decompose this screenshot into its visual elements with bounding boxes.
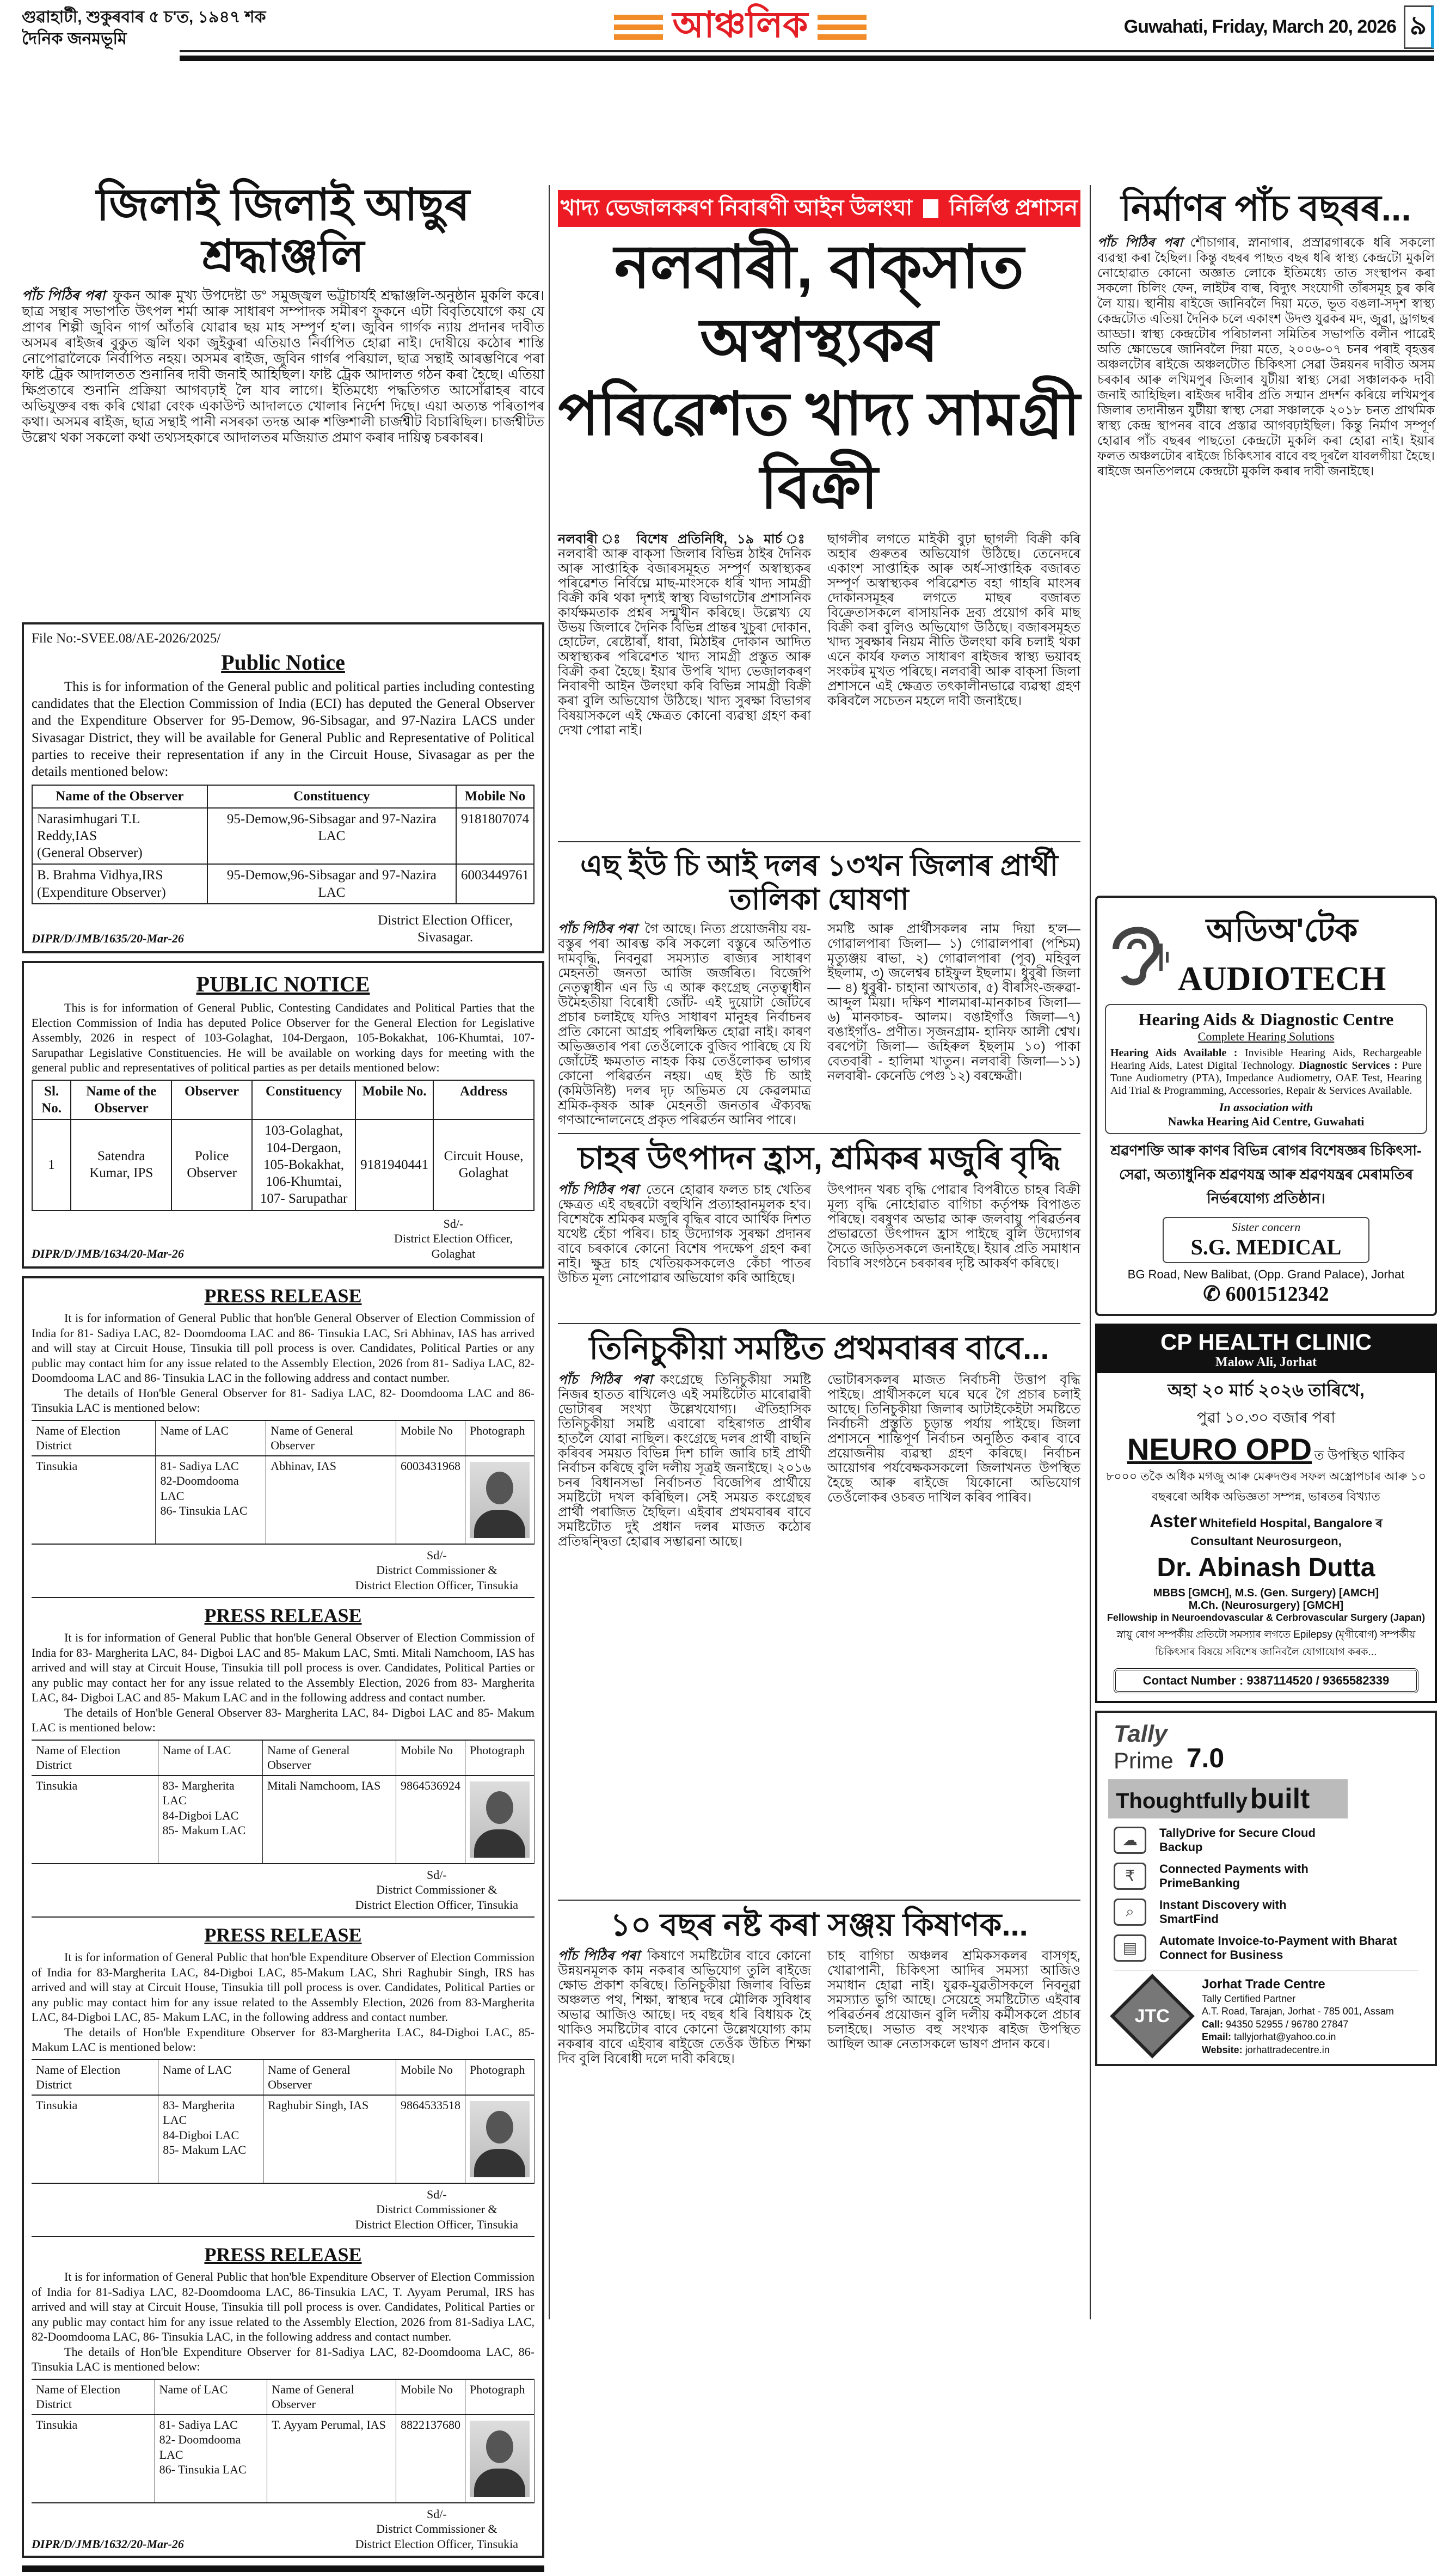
brand-assamese: অডিঅ'টেক	[1206, 911, 1358, 948]
district: Tinsukia	[32, 1775, 158, 1864]
col-header: Mobile No	[396, 2060, 465, 2095]
address: Circuit House, Golaghat	[433, 1119, 534, 1210]
press-release-body: It is for information of General Public that hon'ble Expenditure Observer of Election Commission of India for 81-Sadiya LAC, 82-Doomdooma LAC, 86-Tinsukia LAC, T. Ayyam Perumal, IRS has arrived and will stay at Circuit House, Tinsukia till poll process is over. Candidates, Political Parties or any public may contact him for any issue related to the Assembly Election, 2026 from 81-Sadiya LAC, 82-Doomdooma LAC, 86- Tinsukia LAC, in the following address and contact number.	[32, 2270, 535, 2344]
press-release	[32, 1923, 535, 2237]
logo-stripes	[818, 15, 867, 40]
degree: M.Ch. (Neurosurgery) [GMCH]	[1188, 1599, 1344, 1612]
col-header: Mobile No.	[355, 1080, 433, 1120]
jtc-logo	[1110, 1974, 1195, 2059]
invoice-rupee-icon: ▤	[1114, 1934, 1146, 1962]
story-divider	[558, 1900, 1080, 1901]
association: In association with	[1219, 1100, 1313, 1114]
mobile: 9864533518	[396, 2095, 465, 2183]
dealer-tag: Tally Certified Partner	[1202, 1993, 1296, 2005]
lac-item: 85- Makum LAC	[163, 2143, 247, 2157]
constituency: 103-Golaghat, 104-Dergaon, 105-Bokakhat, 106-Khumtai, 107- Sarupathar	[252, 1119, 355, 1210]
serial: 1	[32, 1119, 71, 1210]
article-kicker: পাঁচ পিঠিৰ পৰা	[558, 1949, 640, 1964]
story-body	[558, 1373, 1080, 1895]
observer-name: B. Brahma Vidhya,IRS	[37, 868, 163, 883]
story-divider	[558, 841, 1080, 842]
story-col1	[558, 1183, 811, 1319]
col-header: Name of LAC	[156, 1420, 266, 1456]
story-divider	[558, 1323, 1080, 1324]
lac-item: 83- Margherita LAC	[162, 1778, 235, 1808]
paper-name: দৈনিক জনমভূমি	[22, 29, 131, 49]
public-notice-golaghat	[22, 961, 544, 1269]
photo-cell	[465, 2415, 534, 2503]
col-header: Name of General Observer	[262, 1740, 396, 1775]
press-release-footer	[32, 1548, 535, 1593]
signature-title: District Election Officer,	[394, 1232, 513, 1246]
phone: 6001512342	[1225, 1282, 1329, 1306]
sister-name: S.G. MEDICAL	[1190, 1234, 1342, 1259]
article-body: গৈ আছে। নিত্য প্ৰয়োজনীয় বয়-বস্তুৰ পৰা আৰম্ভ কৰি সকলো বস্তুৰে অতিপাত দামবৃদ্ধি, নিবনুৱা সমস্যাত ৰাজ্যৰ সাধাৰণ মেহনতী জনতা আজি জৰ্জৰিত। বিজেপি নেতৃত্বাধীন এন ডি এ আৰু কংগ্ৰেছ নেতৃত্বাধীন উমৈহতীয়া বিৰোধী জোঁট- এই দুয়োটা জোঁটৰে প্ৰচাৰ চলাইছে যদিও সাধাৰণ মানুহৰ নিৰ্বাচনৰ প্ৰতি কোনো আগ্ৰহ পৰিলক্ষিত হোৱা নাই। কাৰণ অভিজ্ঞতাৰ পৰা তেওঁলোকে বুজিব পাৰিছে যে যি জোঁটেই ক্ষমতাত নাহক কিয় তেওঁলোকৰ ভাগ্যৰ কোনো পৰিৱৰ্তন নহয়। এছ ইউ চি আই (কমিউনিষ্ট) দলৰ দৃঢ় অভিমত যে কেৱলমাত্ৰ শ্ৰমিক-কৃষক আৰু মেহনতী জনতাৰ ঐক্যবদ্ধ গণআন্দোলনেহে প্ৰকৃত পৰিৱৰ্তন আনিব পাৰে।	[558, 922, 811, 1128]
story-col1	[558, 922, 811, 1129]
col-header: Photograph	[465, 1420, 534, 1456]
info: স্নায়ু ৰোগ সম্পৰ্কীয় প্ৰতিটো সমস্যাৰ লগতে Epilepsy (মৃগীৰোগ) সম্পৰ্কীয় চিকিৎসাৰ বিষয়ে সবিশেষ জানিবলৈ যোগাযোগ কৰক...	[1116, 1628, 1416, 1658]
col-header: Mobile No	[396, 1740, 465, 1775]
feature-list	[1114, 1826, 1418, 1962]
diag-text: Pure Tone Audiometry (PTA), Impedance Audiometry, OAE Test, Hearing Aid Trial & Programming, Accessories, Repair & Services Available.	[1110, 1059, 1422, 1097]
header-row	[32, 1420, 535, 1456]
signature-place: District Election Officer, Tinsukia	[355, 1897, 518, 1912]
observer-name: Satendra Kumar, IPS	[71, 1119, 171, 1210]
left-headline: জিলাই জিলাই আছুৰ শ্ৰদ্ধাঞ্জলি	[96, 180, 470, 281]
press-release	[32, 1603, 535, 1918]
time-line: পুৱা ১০.৩০ বজাৰ পৰা	[1196, 1409, 1336, 1426]
dealer-phone: 94350 52955 / 96780 27847	[1226, 2018, 1349, 2030]
signature-title: District Election Officer,	[378, 913, 513, 928]
opd-label: NEURO OPD	[1127, 1431, 1312, 1466]
col-header: Name of General Observer	[263, 2060, 396, 2095]
lead-article	[558, 532, 1080, 837]
signature-title: District Commissioner &	[376, 1883, 497, 1897]
article-kicker: পাঁচ পিঠিৰ পৰা	[558, 1372, 653, 1387]
press-release-details: The details of Hon'ble Expenditure Observer for 83-Margherita LAC, 84-Digboi LAC, 85-Makum LAC is mentioned below:	[32, 2025, 535, 2054]
lac-item: 82-Doomdooma LAC	[160, 1474, 239, 1503]
article-kicker: পাঁচ পিঠিৰ পৰা	[1097, 235, 1183, 249]
press-release-title: PRESS RELEASE	[204, 1285, 362, 1307]
lead-headline-line: পৰিৱেশত খাদ্য সামগ্ৰী বিক্ৰী	[558, 381, 1080, 521]
dipr-ref: DIPR/D/JMB/1632/20-Mar-26	[32, 2537, 184, 2551]
signature-title: District Commissioner &	[376, 1563, 497, 1577]
notice-body: This is for information of General Public, Contesting Candidates and Political Parties that the Election Commission of India has deputed Police Observer for the General Election for Legislative Assembly, 2026 in respect of 103-Golaghat, 104-Dergaon, 105-Bokakhat, 106-Khumtai, 107- Sarupathar Legislative Constituencies. He will be available on working days for meeting with the general public and representatives of political parties as per details mentioned below:	[32, 1001, 535, 1075]
tally-version: 7.0	[1186, 1742, 1225, 1773]
feature-item	[1114, 1862, 1418, 1890]
column-divider	[1090, 185, 1091, 2319]
signature-title: District Commissioner &	[376, 2522, 497, 2536]
sister-label: Sister concern	[1231, 1220, 1301, 1234]
dealer-name: Jorhat Trade Centre	[1202, 1976, 1325, 1992]
observer-photo	[470, 2101, 530, 2177]
kicker-left: খাদ্য ভেজালকৰণ নিবাৰণী আইন উলংঘা	[561, 195, 913, 220]
article-body: ফুকন আৰু মুখ্য উপদেষ্টা ড° সমুজ্জ্বল ভট্টাচাৰ্যই শ্ৰদ্ধাঞ্জলি-অনুষ্ঠান মুকলি কৰে। ছাত্ৰ সন্থাৰ সভাপতি উৎপল শৰ্মা আৰু সাধাৰণ সম্পাদক সমীৰণ ফুকনে এটা বিবৃতিযোগে কয় যে প্ৰাণৰ শিল্পী জুবিন গাৰ্গ আঁতৰি যোৱাৰ ছয় মাহ সম্পূৰ্ণ হ'ল। জুবিন গাৰ্গক ন্যায় প্ৰদানৰ দাবীত অসমৰ ৰাইজৰ বুকুত জ্বলি থকা জুইকুৰা এতিয়াও নিৰ্বাপিত হোৱা নাই। দোষীয়ে কঠোৰ শাস্তি নোপোৱালৈকে নিৰ্বাপিত নহয়। অসমৰ ৰাইজ, জুবিন গাৰ্গৰ পৰিয়াল, ছাত্ৰ সন্থাই আৰম্ভণিৰে পৰা ফাষ্ট ট্ৰেক আদালতত শুনানিৰ দাবী জনাই আহিছিল। ফাষ্ট ট্ৰেক আদালত গঠন কৰা হৈছে। এতিয়া ক্ষিপ্ৰতাৰে শুনানি প্ৰক্ৰিয়া আগবঢ়াই লৈ যাব লাগে। ইতিমধ্যে পদ্ধতিগত আসোঁৱাহৰ বাবে অভিযুক্তৰ বন্ধ কৰি থোৱা বেংক একাউণ্ট আদালতে খোলাৰ নিৰ্দেশ দিছে। এয়া অত্যন্ত পৰিতাপৰ কথা। অসমৰ ৰাইজ, ছাত্ৰ সন্থাই পানী নসৰকা তদন্ত আৰু শক্তিশালী চাৰ্জশ্বীট বিচাৰিছিল। চাৰ্জশ্বীটত উল্লেখ থকা সকলো কথা তথ্যসহকাৰে আদালতৰ মজিয়াত প্ৰমাণ কৰাৰ দায়িত্ব চৰকাৰৰ।	[22, 287, 544, 445]
date-line: অহা ২০ মাৰ্চ ২০২৬ তাৰিখে,	[1168, 1380, 1365, 1400]
article-kicker: পাঁচ পিঠিৰ পৰা	[22, 287, 106, 303]
press-release-body: It is for information of General Public that hon'ble Expenditure Observer of Election Commission of India for 83-Margherita LAC, 84-Digboi LAC, 85-Makum LAC, Shri Raghubir Singh, IRS has arrived and will stay at Circuit House, Tinsukia till poll process is over. Candidates, Political Parties or any public may contact him for any issue related to the Assembly Election, 2026 from 83-Margherita LAC, 84-Digboi LAC, 85- Makum LAC, in the following address and contact number.	[32, 1950, 535, 2024]
signature	[355, 1548, 535, 1593]
feature-text: Automate Invoice-to-Payment with Bharat Connect for Business	[1159, 1933, 1397, 1962]
signature-place: Sivasagar.	[417, 930, 474, 945]
dateline: নলবাৰী ঃ বিশেষ প্ৰতিনিধি, ১৯ মাৰ্চ ঃ	[558, 532, 811, 547]
press-release-details: The details of Hon'ble Expenditure Observer for 81-Sadiya LAC, 82-Doomdooma LAC, 86-Tinsukia LAC is mentioned below:	[32, 2344, 535, 2374]
notice-body: This is for information of the General public and political parties including contesting candidates that the Election Commission of India (ECI) has deputed the General Observer and the Expenditure Observer for 95-Demow, 96-Sibsagar, and 97-Nazira LACS under Sivasagar District, they will be available for General Public and Representative of Political parties to receive their representation if any in the Circuit House, Sivasagar as per the details mentioned below:	[32, 679, 535, 780]
sd: Sd/-	[426, 2507, 447, 2521]
observer-photo	[470, 2421, 530, 2497]
cloud-upload-icon: ☁	[1114, 1827, 1146, 1854]
signature-place: District Election Officer, Tinsukia	[355, 2217, 518, 2231]
fellowship: Fellowship in Neuroendovascular & Cerbrovascular Surgery (Japan)	[1107, 1612, 1426, 1623]
lead-article-col1	[558, 532, 811, 837]
table-row	[32, 1456, 535, 1544]
sd: Sd/-	[426, 1548, 447, 1562]
sd: Sd/-	[426, 2187, 447, 2201]
designation: Consultant Neurosurgeon,	[1190, 1534, 1342, 1548]
observer-name: Raghubir Singh, IAS	[263, 2095, 396, 2183]
col-header: Mobile No	[396, 1420, 465, 1456]
lac-list	[158, 2095, 263, 2183]
sd: Sd/-	[443, 1216, 464, 1230]
assamese-text: শ্ৰৱণশক্তি আৰু কাণৰ বিভিন্ন ৰোগৰ বিশেষজ্ঞৰ চিকিৎসা-সেৱা, অত্যাধুনিক শ্ৰৱণযন্ত্ৰ আৰু শ্ৰৱণযন্ত্ৰৰ মেৰামতিৰ নিৰ্ভৰযোগ্য প্ৰতিষ্ঠান।	[1110, 1142, 1422, 1207]
observer-name: Abhinav, IAS	[266, 1456, 396, 1544]
story-body	[558, 1183, 1080, 1319]
table-row	[32, 1775, 535, 1864]
mobile: 6003431968	[396, 1456, 465, 1544]
dealer-website[interactable]: jorhattradecentre.in	[1245, 2044, 1330, 2055]
col-header: Sl. No.	[32, 1080, 71, 1120]
date-assamese: গুৱাহাটী, শুকুৰবাৰ ৫ চ'ত, ১৯৪৭ শক	[22, 8, 266, 26]
right-article	[1095, 235, 1437, 888]
tally-brand: Tally	[1114, 1720, 1168, 1747]
kicker-right: নিৰ্লিপ্ত প্ৰশাসন	[949, 195, 1078, 220]
label: Call:	[1202, 2018, 1224, 2030]
col-header: Constituency	[207, 785, 456, 807]
signature-title: District Commissioner &	[376, 2202, 497, 2216]
lac-item: 85- Makum LAC	[162, 1823, 246, 1838]
notice-title: PUBLIC NOTICE	[196, 972, 370, 997]
press-release-title: PRESS RELEASE	[204, 1605, 362, 1627]
lac-item: 81- Sadiya LAC	[160, 1459, 239, 1473]
photo-cell	[465, 1775, 534, 1864]
ad-tagline: Complete Hearing Solutions	[1197, 1029, 1335, 1043]
press-releases-tinsukia	[22, 1276, 544, 2558]
header-rule	[180, 50, 1434, 52]
lac-item: 81- Sadiya LAC	[159, 2417, 238, 2432]
col-header: Name of the Observer	[71, 1080, 171, 1120]
story-headline: ১০ বছৰ নষ্ট কৰা সঞ্জয় কিষাণক...	[610, 1907, 1028, 1943]
page-number: ৯	[1404, 5, 1434, 49]
press-release-details: The details of Hon'ble General Observer for 81- Sadiya LAC, 82- Doomdooma LAC and 86- Tinsukia LAC is mentioned below:	[32, 1386, 535, 1415]
mobile: 9864536924	[396, 1775, 465, 1864]
jtc-logo-text: JTC	[1134, 2005, 1170, 2026]
dealer-address: A.T. Road, Tarajan, Jorhat - 785 001, Assam	[1202, 2006, 1394, 2017]
story-headline: এছ ইউ চি আই দলৰ ১৩খন জিলাৰ প্ৰাৰ্থী তালিকা ঘোষণা	[580, 849, 1058, 916]
notice-footer	[32, 1216, 535, 1261]
lac-item: 86- Tinsukia LAC	[159, 2463, 247, 2477]
story-body	[558, 1949, 1080, 2417]
col-header: Name of the Observer	[32, 785, 207, 807]
story-headline: তিনিচুকীয়া সমষ্টিত প্ৰথমবাৰৰ বাবে...	[589, 1330, 1049, 1366]
story-col1	[558, 1949, 811, 2417]
header-rule-thick	[180, 56, 1434, 61]
col-header: Address	[433, 1080, 534, 1120]
lac-item: 86- Tinsukia LAC	[160, 1504, 248, 1518]
observer-type: Police Observer	[171, 1119, 252, 1210]
lac-list	[158, 1775, 262, 1864]
feature-item	[1114, 1934, 1418, 1962]
label: Diagnostic Services :	[1298, 1059, 1398, 1071]
article-body: নলবাৰী আৰু বাক্‌সা জিলাৰ বিভিন্ন ঠাইৰ দৈনিক আৰু সাপ্তাহিক বজাৰসমূহত সম্পূৰ্ণ অস্বাস্থ্যকৰ পৰিৱেশত নিৰ্বিঘ্নে মাছ-মাংসকে ধৰি খাদ্য সামগ্ৰী বিক্ৰী কৰি থকা দৃশ্যই স্বাস্থ্য বিভাগটোৰ প্ৰশাসনিক কাৰ্যক্ষমতাক প্ৰশ্নৰ সন্মুখীন কৰিছে। উল্লেখ্য যে উভয় জিলাৰে দৈনিক বিভিন্ন প্ৰান্তৰ খুচুৰা দোকান, হোটেল, ৰেষ্টোৰাঁ, ধাবা, মিঠাইৰ দোকান আদিত অস্বাস্থ্যকৰ পৰিৱেশত খাদ্য সামগ্ৰী প্ৰস্তুত আৰু বিক্ৰী কৰা হৈছে। ইয়াৰ উপৰি খাদ্য ভেজালকৰণ নিবাৰণী আইন উলংঘা কৰি বিভিন্ন সামগ্ৰী বিক্ৰী কৰা বুলি অভিযোগ উঠিছে। খাদ্য সুৰক্ষা বিভাগৰ বিষয়াসকলে এই ক্ষেত্ৰত কোনো ব্যৱস্থা গ্ৰহণ কৰা দেখা পোৱা নাই।	[558, 547, 811, 738]
article-body: কিষাণে সমষ্টিটোৰ বাবে কোনো উন্নয়নমূলক কাম নকৰাৰ অভিযোগ তুলি ৰাইজে ক্ষোভ প্ৰকাশ কৰিছে। তিনিচুকীয়া জিলাৰ বিভিন্ন অঞ্চলত পথ, শিক্ষা, স্বাস্থ্যৰ দৰে মৌলিক সুবিধাৰ অভাৱ আজিও আছে। দহ বছৰ ধৰি বিধায়ক হৈ থাকিও সমষ্টিটোৰ বাবে কোনো উল্লেখযোগ্য কাম নকৰাৰ বাবে এইবাৰ ৰাইজে তেওঁক উচিত শিক্ষা দিব বুলি বিৰোধী দলে দাবী কৰিছে।	[558, 1949, 811, 2067]
col-header: Photograph	[465, 2379, 534, 2415]
table-row	[32, 1119, 534, 1210]
mobile: 8822137680	[396, 2415, 465, 2503]
press-release-details: The details of Hon'ble General Observer 83- Margherita LAC, 84- Digboi LAC and 85- Makum LAC is mentioned below:	[32, 1705, 535, 1735]
table-row	[32, 864, 534, 904]
article-body: তেনে হোৱাৰ ফলত চাহ খেতিৰ ক্ষেত্ৰত এই বছৰটো বহুখিনি প্ৰত্যাহ্বানমূলক হ'ব। বিশেষকৈ শ্ৰমিকৰ মজুৰি বৃদ্ধিৰ বাবে আৰ্থিক দিশত যথেষ্ট হেঁচা পৰিব। চাহ উদ্যোগক সুৰক্ষা প্ৰদানৰ বাবে চৰকাৰে কোনো বিশেষ পদক্ষেপ গ্ৰহণ কৰা নাই। ক্ষুদ্ৰ চাহ খেতিয়কসকলেও কেঁচা পাতৰ উচিত মূল্য নোপোৱাৰ অভিযোগ কৰি আহিছে।	[558, 1182, 812, 1285]
story-headline: চাহৰ উৎপাদন হ্ৰাস, শ্ৰমিকৰ মজুৰি বৃদ্ধি	[578, 1141, 1061, 1177]
observer-role: (Expenditure Observer)	[37, 885, 166, 900]
story-col2: উৎপাদন খৰচ বৃদ্ধি পোৱাৰ বিপৰীতে চাহৰ বিক্ৰী মূল্য বৃদ্ধি নোহোৱাত বাগিচা কৰ্তৃপক্ষ বিপাঙত পৰিছে। বৰষুণৰ অভাৱ আৰু জলবায়ু পৰিৱৰ্তনৰ প্ৰভাৱতো উৎপাদন হ্ৰাস পাইছে বুলি উদ্যোগৰ সৈতে জড়িতসকলে জনাইছে। ইয়াৰ প্ৰতি সমাধান বিচাৰি সংগঠনে চৰকাৰৰ দৃষ্টি আকৰ্ষণ কৰিছে।	[827, 1182, 1080, 1271]
article-body: শৌচাগাৰ, স্নানাগাৰ, প্ৰস্ৰাৱগাৰকে ধৰি সকলো ব্যৱস্থা কৰা হৈছিল। কিন্তু বছৰৰ পাছত বছৰ ধৰি স্বাস্থ্য কেন্দ্ৰটো মুকলি নোহোৱাত কোনো অজ্ঞাত লোকে ইতিমধ্যে তাত সংস্থাপন কৰা সকলো চিলিং ফেন, লাইটৰ বাল্ব, বিদ্যুৎ সংযোগী তাঁৰসমূহ চুৰ কৰি লৈ যায়। স্থানীয় ৰাইজে জানিবলৈ দিয়া মতে, ভূত বঙলা-সদৃশ স্বাস্থ্য কেন্দ্ৰটোত এতিয়া দৈনিক চলে একাংশ উদণ্ড যুৱকৰ মদ, জুৱা, ড্ৰাগছৰ আড্ডা। স্বাস্থ্য কেন্দ্ৰটোৰ পৰিচালনা সমিতিৰ সভাপতি বলীন পাৱেই অতি ক্ষোভেৰে জানিবলৈ দিয়া মতে, ২০০৬-০৭ চনৰ পৰাই বৃহত্তৰ অঞ্চলটোৰ ৰাইজে অঞ্চলটোত চিকিৎসা সেৱা উন্নয়নৰ দাবীত অসম চৰকাৰ আৰু লখিমপুৰ জিলাৰ যুটীয়া স্বাস্থ্য সেৱা সঞ্চালকক দাবী জনাই আহিছিল। ৰাইজৰ দাবীৰ প্ৰতি সন্মান প্ৰদৰ্শন কৰিয়ে লখিমপুৰ জিলাৰ তদানীন্তন যুটীয়া স্বাস্থ্য সেৱা সঞ্চালকে ২০১৮ চনত প্ৰাথমিক স্বাস্থ্য কেন্দ্ৰ স্থাপনৰ বাবে প্ৰস্তাৱ আগবঢ়াইছিল। কিন্তু নিৰ্মাণ সম্পূৰ্ণ হোৱাৰ পাঁচ বছৰৰ পাছতো কেন্দ্ৰটো মুকলি কৰা হোৱা নাই। ইয়াৰ ফলত অঞ্চলটোৰ ৰাইজে চিকিৎসাৰ বাবে বহু দূৰলৈ যাবলগীয়া হৈছে। ৰাইজে অনতিপলমে কেন্দ্ৰটো মুকলি কৰাৰ দাবী জনাইছে।	[1097, 235, 1435, 478]
column-divider	[549, 185, 550, 2319]
lead-headline-line: নলবাৰী, বাক্‌সাত অস্বাস্থ্যকৰ	[614, 234, 1024, 374]
article-kicker: পাঁচ পিঠিৰ পৰা	[558, 1182, 639, 1197]
signature	[355, 2507, 535, 2552]
observer-photo	[470, 1781, 530, 1858]
address: BG Road, New Balibat, (Opp. Grand Palace), Jorhat	[1127, 1267, 1405, 1281]
col-header: Name of LAC	[158, 1740, 262, 1775]
observer-name: T. Ayyam Perumal, IAS	[267, 2415, 396, 2503]
observer-name: Narasimhugari T.L Reddy,IAS	[37, 811, 140, 843]
header-row	[32, 1740, 535, 1775]
story-body	[558, 922, 1080, 1129]
dealer-email[interactable]: tallyjorhat@yahoo.co.in	[1234, 2031, 1336, 2043]
lac-list	[155, 2415, 267, 2503]
col-header: Name of General Observer	[266, 1420, 396, 1456]
col-header: Name of Election District	[32, 2379, 155, 2415]
aids-text: Invisible Hearing Aids, Rechargeable Hearing Aids, Latest Digital Technology.	[1110, 1046, 1422, 1071]
district: Tinsukia	[32, 2095, 158, 2183]
ad-subtitle: Hearing Aids & Diagnostic Centre	[1138, 1009, 1394, 1029]
left-column	[22, 180, 544, 2572]
tally-ad	[1095, 1711, 1437, 2066]
mobile: 6003449761	[456, 864, 534, 904]
dipr-ref: DIPR/D/JMB/1634/20-Mar-26	[32, 1246, 184, 1260]
signature-place: District Election Officer, Tinsukia	[355, 1578, 518, 1592]
district: Tinsukia	[32, 1456, 156, 1544]
hospital-brand: Aster	[1150, 1510, 1197, 1532]
search-document-icon: ⌕	[1114, 1899, 1146, 1926]
header-row	[32, 2379, 535, 2415]
notice-title: Public Notice	[221, 650, 345, 675]
brand-name: AUDIOTECH	[1178, 960, 1386, 997]
col-header: Constituency	[252, 1080, 355, 1120]
right-headline: নিৰ্মাণৰ পাঁচ বছৰৰ...	[1121, 188, 1411, 228]
experience: ৮০০০ তকৈ অধিক মগজু আৰু মেৰুদণ্ডৰ সফল অস্ত্ৰোপচাৰ আৰু ১০ বছৰৰো অধিক অভিজ্ঞতা সম্পন্ন, ভাৰতৰ বিখ্যাত	[1105, 1469, 1427, 1503]
story-col1	[558, 1373, 811, 1895]
section-logo-text: আঞ্চলিক	[672, 4, 808, 45]
press-release-title: PRESS RELEASE	[204, 1924, 362, 1946]
story-col2: সমষ্টি আৰু প্ৰাৰ্থীসকলৰ নাম দিয়া হ'ল— গোৱালপাৰা জিলা— ১) গোৱালপাৰা (পশ্চিম) মৃত্যুঞ্জয় ৰাভা, ২) গোৱালপাৰা (পূব) মহিবুল ইছলাম, ৩) জলেশ্বৰ চাইফুল ইছলাম। ধুবুৰী জিলা— ৪) ধুবুৰী- চাহানা আখতাৰ, ৫) বীৰসিং-জৰুৱা- আব্দুল মিয়া। দক্ষিণ শালমাৰা-মানকাচৰ জিলা— ৬) মানকাচৰ- আলম। বঙাইগাঁও জিলা—৭) বঙাইগাঁও- প্ৰণীত। সৃজনগ্ৰাম- হানিফ আলী শ্বেখ। বৰপেটা জিলা— জহিৰুল ইছলাম ১০) পাকা বেতবাৰী - হালিমা খাতুন। নলবাৰী জিলা—১১) নলবাৰী- কেনেডি পেগু ১২) বৰক্ষেত্ৰী।	[827, 922, 1080, 1084]
bank-payment-icon: ₹	[1114, 1863, 1146, 1890]
doctor-name: Dr. Abinash Dutta	[1157, 1553, 1375, 1582]
col-header: Photograph	[465, 2060, 534, 2095]
partner: Nawka Hearing Aid Centre, Guwahati	[1168, 1114, 1365, 1128]
col-header: Observer	[171, 1080, 252, 1120]
ear-icon	[1105, 916, 1170, 987]
constituency: 95-Demow,96-Sibsagar and 97-Nazira LAC	[207, 864, 456, 904]
public-notice-sivasagar	[22, 622, 544, 954]
col-header: Name of Election District	[32, 2060, 158, 2095]
signature	[378, 912, 535, 946]
feature-item	[1114, 1898, 1418, 1926]
notice-footer	[32, 912, 535, 946]
constituency: 95-Demow,96-Sibsagar and 97-Nazira LAC	[207, 808, 456, 865]
clinic-location: Malow Ali, Jorhat	[1215, 1355, 1317, 1369]
tally-product: Prime	[1114, 1747, 1174, 1773]
press-release-footer	[32, 2507, 535, 2552]
signature-place: District Election Officer, Tinsukia	[355, 2537, 518, 2551]
press-release-body: It is for information of General Public that hon'ble General Observer of Election Commission of India for 81- Sadiya LAC, 82- Doomdooma LAC and 86- Tinsukia LAC, Sri Abhinav, IAS has arrived and will stay at Circuit House, Tinsukia till poll process is over. Candidates, Political Parties or any public may contact him for any issue related to the Assembly Election, 2026 from 81- Sadiya LAC, 82- Doomdooma LAC and 86- Tinsukia LAC in the following address and contact number.	[32, 1311, 535, 1385]
col-header: Photograph	[465, 1740, 534, 1775]
observer-table	[32, 2379, 535, 2503]
footer-rule	[22, 2565, 544, 2572]
observer-table	[32, 1420, 535, 1545]
file-number: File No:-SVEE.08/AE-2026/2025/	[32, 630, 221, 646]
contact-number: Contact Number : 9387114520 / 9365582339	[1114, 1668, 1418, 1693]
right-column	[1095, 188, 1437, 2066]
feature-text: Connected Payments with PrimeBanking	[1159, 1861, 1308, 1890]
audiotech-ad	[1095, 896, 1437, 1316]
press-release-footer	[32, 1867, 535, 1913]
col-header: Name of Election District	[32, 1740, 158, 1775]
signature	[394, 1216, 535, 1261]
logo-stripes	[614, 15, 663, 40]
lac-item: 83- Margherita LAC	[163, 2098, 235, 2127]
press-release-title: PRESS RELEASE	[204, 2244, 362, 2266]
table-row	[32, 2095, 535, 2183]
press-release	[32, 1284, 535, 1598]
observer-role: (General Observer)	[37, 846, 143, 861]
col-header: Name of General Observer	[267, 2379, 396, 2415]
section-logo	[588, 5, 893, 49]
col-header: Mobile No	[396, 2379, 465, 2415]
observer-table	[32, 785, 535, 904]
separator-square	[923, 199, 938, 218]
district: Tinsukia	[32, 2415, 155, 2503]
phone-icon: ✆	[1203, 1282, 1226, 1306]
middle-column	[558, 190, 1080, 2417]
observer-table	[32, 2059, 535, 2184]
col-header: Name of LAC	[158, 2060, 263, 2095]
photo-cell	[465, 2095, 534, 2183]
article-body: কংগ্ৰেছে তিনিচুকীয়া সমষ্টি নিজৰ হাতত ৰাখিলেও এই সমষ্টিটোত মাৰোৱাৰী ভোটাৰৰ সংখ্যা উল্লেখযোগ্য। ঐতিহাসিক তিনিচুকীয়া সমষ্টি এবাৰো বহিৰাগত প্ৰাৰ্থীৰ হাতলৈ যোৱা নাছিল। কংগ্ৰেছে দলৰ প্ৰাৰ্থী বাছনি কৰিবৰ সময়ত বিভিন্ন দিশ চালি জাৰি চাই প্ৰাৰ্থী নিৰ্বাচন কৰিছে বুলি দলীয় সূত্ৰই জনাইছে। ২০১৬ চনৰ বিধানসভা নিৰ্বাচনত বিজেপিৰ প্ৰাৰ্থীয়ে সমষ্টিটো দখল কৰিছিল। সেই সময়ত কংগ্ৰেছৰ প্ৰাৰ্থী পৰাজিত হৈছিল। এইবাৰ প্ৰথমবাৰৰ বাবে সমষ্টিটোত দুই প্ৰধান দলৰ মাজত কঠোৰ প্ৰতিদ্বন্দ্বিতা হোৱাৰ সম্ভাৱনা আছে।	[558, 1372, 811, 1549]
press-release-footer	[32, 2187, 535, 2232]
observer-table	[32, 1740, 535, 1864]
observer-name: Mitali Namchoom, IAS	[262, 1775, 396, 1864]
lac-item: 84-Digboi LAC	[163, 2128, 239, 2142]
col-header: Name of Election District	[32, 1420, 156, 1456]
col-header: Mobile No	[456, 785, 534, 807]
observer-photo	[470, 1462, 530, 1538]
cp-health-ad	[1095, 1324, 1437, 1703]
label: Hearing Aids Available :	[1110, 1046, 1238, 1059]
table-row	[32, 808, 534, 865]
story-col2: ভোটাৰসকলৰ মাজত নিৰ্বাচনী উত্তাপ বৃদ্ধি পাইছে। প্ৰাৰ্থীসকলে ঘৰে ঘৰে গৈ প্ৰচাৰ চলাই আছে। তিনিচুকীয়া জিলাৰ আটাইকেইটা সমষ্টিতে নিৰ্বাচনী প্ৰস্তুতি চূড়ান্ত পৰ্যায় পাইছে। জিলা প্ৰশাসনে শান্তিপূৰ্ণ নিৰ্বাচন অনুষ্ঠিত কৰাৰ বাবে প্ৰয়োজনীয় ব্যৱস্থা গ্ৰহণ কৰিছে। নিৰ্বাচন আয়োগৰ পৰ্যবেক্ষকসকলো জিলাখনত উপস্থিত হৈছে আৰু ৰাইজে যিকোনো অভিযোগ তেওঁলোকৰ ওচৰত দাখিল কৰিব পাৰিব।	[827, 1372, 1080, 1505]
feature-text: Instant Discovery with SmartFind	[1159, 1897, 1287, 1926]
press-release-body: It is for information of General Public that hon'ble General Observer of Election Commission of India for 83- Margherita LAC, 84- Digboi LAC and 85- Makum LAC, Smti. Mitali Namchoom, IAS has arrived and will stay at Circuit House, Tinsukia till poll process is over. Candidates, Political Parties or any public may contact her for any issue related to the Assembly Election, 2026 from 83- Margherita LAC, 84- Digboi LAC and 85- Makum LAC and in the following address and contact number.	[32, 1631, 535, 1705]
observer-table	[32, 1080, 535, 1211]
slogan-emphasis: built	[1250, 1783, 1310, 1815]
date-english: Guwahati, Friday, March 20, 2026	[1123, 16, 1396, 37]
sd: Sd/-	[426, 1867, 447, 1882]
lac-list	[156, 1456, 266, 1544]
col-header: Name of LAC	[155, 2379, 267, 2415]
dipr-ref: DIPR/D/JMB/1635/20-Mar-26	[32, 931, 184, 945]
label: Email:	[1202, 2031, 1232, 2043]
table-row	[32, 2415, 535, 2503]
opd-suffix: ত উপস্থিত থাকিব	[1314, 1448, 1405, 1463]
degree: MBBS [GMCH], M.S. (Gen. Surgery) [AMCH]	[1153, 1587, 1379, 1599]
slogan: Thoughtfully	[1116, 1789, 1248, 1813]
signature-place: Golaghat	[431, 1246, 476, 1260]
hospital: Whitefield Hospital, Bangalore ৰ	[1199, 1516, 1383, 1530]
lac-item: 84-Digboi LAC	[162, 1808, 239, 1822]
photo-cell	[465, 1456, 534, 1544]
press-release	[32, 2243, 535, 2556]
mobile: 9181940441	[355, 1119, 433, 1210]
story-divider	[558, 1133, 1080, 1134]
left-article	[22, 288, 544, 615]
story-col2: চাহ বাগিচা অঞ্চলৰ শ্ৰমিকসকলৰ বাসগৃহ, খোৱাপানী, চিকিৎসা আদিৰ সমস্যা আজিও সমাধান হোৱা নাই। যুৱক-যুৱতীসকলে নিবনুৱা সমস্যাত ভুগি আছে। সেয়েহে সমষ্টিটোত এইবাৰ পৰিৱৰ্তনৰ প্ৰয়োজন বুলি দলীয় কৰ্মীসকলে প্ৰচাৰ চলাইছে। সভাত বহু সংখ্যক ৰাইজ উপস্থিত আছিল আৰু নেতাসকলে ভাষণ প্ৰদান কৰে।	[827, 1949, 1080, 2052]
feature-item	[1114, 1826, 1418, 1854]
clinic-name: CP HEALTH CLINIC	[1160, 1328, 1372, 1355]
mobile: 9181807074	[456, 808, 534, 865]
header-row	[32, 2060, 535, 2095]
signature	[355, 1867, 535, 1913]
feature-text: TallyDrive for Secure Cloud Backup	[1159, 1826, 1316, 1854]
lead-article-col2: ছাগলীৰ লগতে মাইকী বুঢ়া ছাগলী বিক্ৰী কৰি অহাৰ গুৰুতৰ অভিযোগ উঠিছে। তেনেদৰে একাংশ সাপ্তাহিক আৰু অৰ্ধ-সাপ্তাহিক বজাৰত সম্পূৰ্ণ অস্বাস্থ্যকৰ পৰিৱেশত বহা গাহৰি মাংসৰ দোকানসমূহৰ লগতে মাছৰ বজাৰত বিক্ৰেতাসকলে ৰাসায়নিক দ্ৰব্য প্ৰয়োগ কৰি মাছ বিক্ৰী কৰা বুলিও অভিযোগ উঠিছে। বজাৰসমূহত খাদ্য সুৰক্ষাৰ নিয়ম নীতি উলংঘা কৰি চলাই থকা এনে কাৰ্যৰ ফলত সাধাৰণ ৰাইজৰ স্বাস্থ্য ভয়াবহ সংকটৰ মুখত পৰিছে। নলবাৰী আৰু বাক্‌সা জিলা প্ৰশাসনে এই ক্ষেত্ৰত তৎকালীনভাৱে ব্যৱস্থা গ্ৰহণ কৰিবলৈ সচেতন মহলে দাবী জনাইছে।	[827, 532, 1080, 708]
lead-headline	[558, 230, 1080, 524]
article-kicker: পাঁচ পিঠিৰ পৰা	[558, 922, 637, 937]
kicker-bar	[558, 190, 1080, 227]
signature	[355, 2187, 535, 2232]
label: Website:	[1202, 2044, 1243, 2055]
lac-item: 82- Doomdooma LAC	[159, 2433, 241, 2461]
